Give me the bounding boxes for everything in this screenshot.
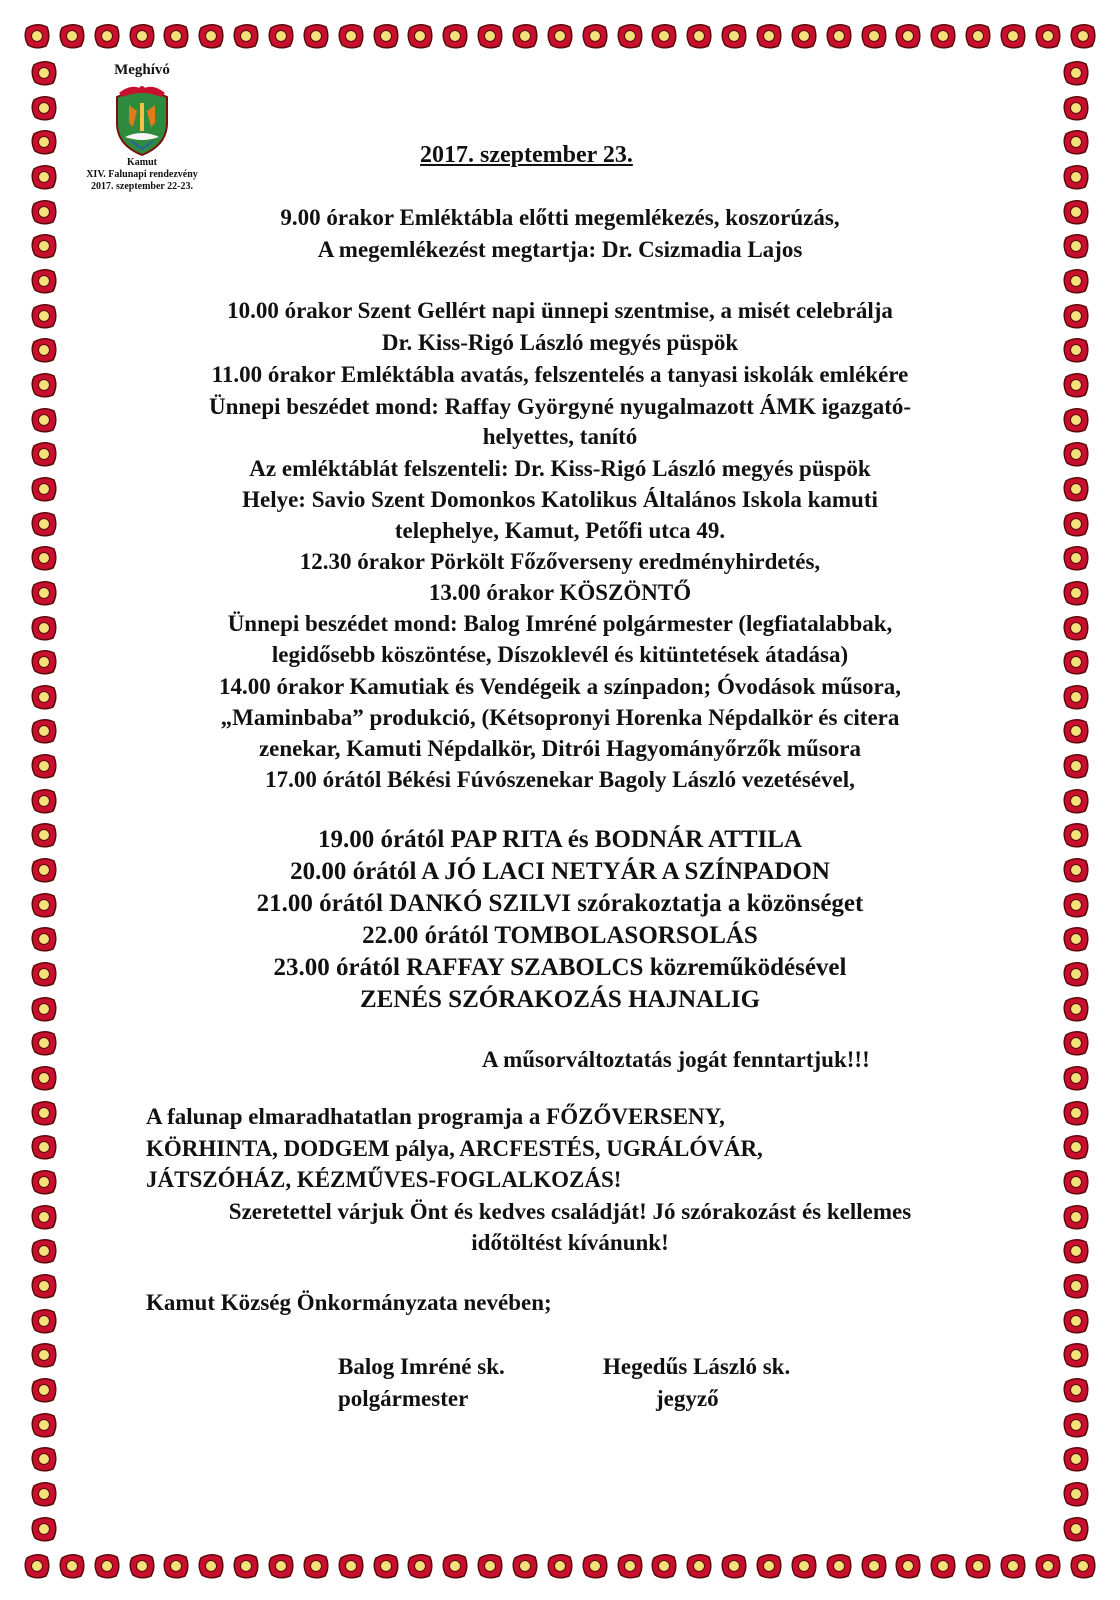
flower-icon: [1061, 370, 1091, 400]
flower-icon: [29, 959, 59, 989]
signoff: Kamut Község Önkormányzata nevében;: [146, 1290, 552, 1315]
flower-icon: [928, 1551, 958, 1581]
flower-icon: [1061, 994, 1091, 1024]
flower-icon: [29, 543, 59, 573]
flower-icon: [371, 21, 401, 51]
village-name: Kamut: [127, 157, 157, 168]
border-bottom: [22, 1544, 1098, 1588]
flower-icon: [127, 21, 157, 51]
flower-icon: [963, 1551, 993, 1581]
flower-icon: [928, 21, 958, 51]
signature-title: jegyző: [656, 1386, 719, 1411]
flower-icon: [789, 1551, 819, 1581]
flower-icon: [440, 1551, 470, 1581]
program-line: Az emléktáblát felszenteli: Dr. Kiss-Rigó László megyés püspök: [249, 456, 871, 481]
program-line: A megemlékezést megtartja: Dr. Csizmadia Lajos: [317, 237, 803, 262]
flower-icon: [1061, 405, 1091, 435]
flower-icon: [1061, 439, 1091, 469]
flower-icon: [29, 1375, 59, 1405]
flower-icon: [1061, 578, 1091, 608]
flower-icon: [29, 301, 59, 331]
program-line: Helye: Savio Szent Domonkos Katolikus Általános Iskola kamuti: [242, 487, 878, 512]
flower-icon: [1061, 959, 1091, 989]
flower-icon: [1061, 1028, 1091, 1058]
flower-icon: [1061, 474, 1091, 504]
flower-icon: [301, 1551, 331, 1581]
program-line: zenekar, Kamuti Népdalkör, Ditrói Hagyományőrzők műsora: [258, 736, 862, 761]
closing-line: JÁTSZÓHÁZ, KÉZMŰVES-FOGLALKOZÁS!: [146, 1167, 622, 1192]
flower-icon: [29, 1306, 59, 1336]
flower-icon: [1061, 1132, 1091, 1162]
flower-icon: [1061, 58, 1091, 88]
flower-icon: [22, 1551, 52, 1581]
flower-icon: [1061, 509, 1091, 539]
flower-icon: [196, 21, 226, 51]
flower-icon: [161, 1551, 191, 1581]
flower-icon: [29, 93, 59, 123]
flower-icon: [231, 1551, 261, 1581]
flower-icon: [301, 21, 331, 51]
flower-icon: [29, 231, 59, 261]
flower-icon: [29, 1444, 59, 1474]
flower-icon: [615, 21, 645, 51]
flower-icon: [1061, 1340, 1091, 1370]
flower-icon: [580, 1551, 610, 1581]
flower-icon: [92, 1551, 122, 1581]
program-line: Dr. Kiss-Rigó László megyés püspök: [381, 330, 739, 355]
flower-icon: [1061, 716, 1091, 746]
flower-icon: [371, 1551, 401, 1581]
flower-icon: [1061, 751, 1091, 781]
flower-icon: [29, 1479, 59, 1509]
flower-icon: [1061, 924, 1091, 954]
flower-icon: [161, 21, 191, 51]
flower-icon: [1061, 1063, 1091, 1093]
flower-icon: [29, 127, 59, 157]
program-line: telephelye, Kamut, Petőfi utca 49.: [394, 518, 726, 543]
flower-icon: [1061, 197, 1091, 227]
flower-icon: [29, 786, 59, 816]
flower-icon: [29, 370, 59, 400]
flower-icon: [1061, 1202, 1091, 1232]
flower-icon: [336, 1551, 366, 1581]
border-right: [1054, 58, 1098, 1544]
flower-icon: [475, 21, 505, 51]
flower-icon: [29, 509, 59, 539]
flower-icon: [1061, 855, 1091, 885]
program-line: 17.00 órától Békési Fúvószenekar Bagoly László vezetésével,: [265, 767, 855, 792]
closing-line: KÖRHINTA, DODGEM pálya, ARCFESTÉS, UGRÁLÓVÁR,: [146, 1136, 763, 1161]
closing-line: A falunap elmaradhatatlan programja a FŐZŐVERSENY,: [146, 1104, 725, 1129]
change-notice: A műsorváltoztatás jogát fenntartjuk!!!: [482, 1047, 870, 1072]
flower-icon: [998, 1551, 1028, 1581]
flower-icon: [1061, 266, 1091, 296]
flower-icon: [29, 1236, 59, 1266]
flower-icon: [1061, 127, 1091, 157]
flower-icon: [29, 820, 59, 850]
evening-line: 19.00 órától PAP RITA és BODNÁR ATTILA: [317, 826, 803, 853]
flower-icon: [510, 21, 540, 51]
border-top: [22, 14, 1098, 58]
flower-icon: [29, 439, 59, 469]
program-line: 9.00 órakor Emléktábla előtti megemlékezés, koszorúzás,: [280, 205, 840, 230]
flower-icon: [510, 1551, 540, 1581]
flower-icon: [545, 21, 575, 51]
flower-icon: [1061, 786, 1091, 816]
program-line: „Maminbaba” produkció, (Kétsopronyi Horenka Népdalkör és citera: [220, 705, 900, 730]
evening-line: 20.00 órától A JÓ LACI NETYÁR A SZÍNPADON: [290, 858, 830, 885]
flower-icon: [545, 1551, 575, 1581]
flower-icon: [1061, 647, 1091, 677]
flower-icon: [29, 335, 59, 365]
flower-icon: [475, 1551, 505, 1581]
flower-icon: [29, 1063, 59, 1093]
flower-icon: [1061, 231, 1091, 261]
flower-icon: [1061, 1306, 1091, 1336]
flower-icon: [266, 1551, 296, 1581]
evening-line: 21.00 órától DANKÓ SZILVI szórakoztatja a közönséget: [256, 890, 864, 917]
flower-icon: [29, 716, 59, 746]
flower-icon: [196, 1551, 226, 1581]
flower-icon: [405, 1551, 435, 1581]
flower-icon: [29, 1028, 59, 1058]
flower-icon: [405, 21, 435, 51]
flower-icon: [1061, 93, 1091, 123]
flower-icon: [719, 21, 749, 51]
flower-icon: [1033, 1551, 1063, 1581]
flower-icon: [649, 1551, 679, 1581]
flower-icon: [893, 21, 923, 51]
flower-icon: [1061, 682, 1091, 712]
flower-icon: [859, 1551, 889, 1581]
flower-icon: [684, 21, 714, 51]
flower-icon: [29, 474, 59, 504]
flower-icon: [29, 578, 59, 608]
program-line: 10.00 órakor Szent Gellért napi ünnepi szentmise, a misét celebrálja: [227, 298, 893, 323]
flower-icon: [1061, 820, 1091, 850]
flower-icon: [231, 21, 261, 51]
signature-name: Hegedűs László sk.: [603, 1354, 791, 1379]
flower-icon: [1061, 1444, 1091, 1474]
program-line: 14.00 órakor Kamutiak és Vendégeik a színpadon; Óvodások műsora,: [218, 674, 901, 699]
flower-icon: [29, 924, 59, 954]
flower-icon: [266, 21, 296, 51]
evening-line: ZENÉS SZÓRAKOZÁS HAJNALIG: [359, 986, 761, 1013]
flower-icon: [1033, 21, 1063, 51]
flower-icon: [789, 21, 819, 51]
flower-icon: [1061, 890, 1091, 920]
flower-icon: [29, 1167, 59, 1197]
flower-icon: [29, 682, 59, 712]
program-line: 12.30 órakor Pörkölt Főzőverseny eredményhirdetés,: [299, 549, 821, 574]
signature-title: polgármester: [338, 1386, 469, 1411]
date-heading: 2017. szeptember 23.: [420, 142, 633, 168]
flower-icon: [29, 405, 59, 435]
flower-icon: [29, 1340, 59, 1370]
flower-icon: [1061, 1098, 1091, 1128]
flower-icon: [754, 21, 784, 51]
flower-icon: [1061, 1410, 1091, 1440]
flower-icon: [1068, 1551, 1098, 1581]
flower-icon: [1061, 301, 1091, 331]
flower-icon: [824, 21, 854, 51]
flower-icon: [615, 1551, 645, 1581]
flower-icon: [29, 1098, 59, 1128]
flower-icon: [580, 21, 610, 51]
flower-icon: [29, 890, 59, 920]
closing-line: Szeretettel várjuk Önt és kedves családját! Jó szórakozást és kellemes: [228, 1199, 912, 1224]
flower-icon: [29, 1514, 59, 1544]
flower-icon: [29, 58, 59, 88]
flower-icon: [29, 1202, 59, 1232]
flower-icon: [963, 21, 993, 51]
program-line: helyettes, tanító: [482, 424, 638, 449]
evening-line: 23.00 órától RAFFAY SZABOLCS közreműködésével: [273, 954, 847, 981]
flower-icon: [1061, 1514, 1091, 1544]
flower-icon: [998, 21, 1028, 51]
flower-icon: [1061, 1167, 1091, 1197]
flower-icon: [440, 21, 470, 51]
signature-name: Balog Imréné sk.: [338, 1354, 505, 1379]
flower-icon: [92, 21, 122, 51]
flower-icon: [29, 613, 59, 643]
flower-icon: [29, 855, 59, 885]
flower-icon: [1061, 1479, 1091, 1509]
program-line: 11.00 órakor Emléktábla avatás, felszentelés a tanyasi iskolák emlékére: [211, 362, 909, 387]
border-left: [22, 58, 66, 1544]
flower-icon: [1061, 1271, 1091, 1301]
flower-icon: [29, 266, 59, 296]
flower-icon: [127, 1551, 157, 1581]
flower-icon: [29, 1132, 59, 1162]
flower-icon: [893, 1551, 923, 1581]
flower-icon: [57, 1551, 87, 1581]
header-block: [72, 62, 212, 193]
event-name: XIV. Falunapi rendezvény: [86, 169, 198, 180]
program-line: legidősebb köszöntése, Díszoklevél és kitüntetések átadása): [271, 642, 849, 667]
program-line: Ünnepi beszédet mond: Balog Imréné polgármester (legfiatalabbak,: [227, 611, 893, 636]
flower-icon: [336, 21, 366, 51]
event-dates: 2017. szeptember 22-23.: [90, 181, 194, 192]
flower-icon: [754, 1551, 784, 1581]
flower-icon: [29, 1410, 59, 1440]
program-line: Ünnepi beszédet mond: Raffay Györgyné nyugalmazott ÁMK igazgató-: [208, 394, 912, 419]
flower-icon: [1061, 543, 1091, 573]
flower-icon: [22, 21, 52, 51]
flower-icon: [29, 162, 59, 192]
evening-line: 22.00 órától TOMBOLASORSOLÁS: [362, 922, 758, 949]
flower-icon: [29, 197, 59, 227]
flower-icon: [1061, 335, 1091, 365]
flower-icon: [1061, 162, 1091, 192]
flower-icon: [859, 21, 889, 51]
flower-icon: [824, 1551, 854, 1581]
flower-icon: [29, 647, 59, 677]
program-line: 13.00 órakor KÖSZÖNTŐ: [428, 580, 692, 605]
invitation-title: Meghívó: [114, 62, 170, 78]
closing-line: időtöltést kívánunk!: [471, 1230, 669, 1255]
flower-icon: [1061, 1236, 1091, 1266]
flower-icon: [57, 21, 87, 51]
flower-icon: [29, 751, 59, 781]
flower-icon: [29, 1271, 59, 1301]
flower-icon: [29, 994, 59, 1024]
flower-icon: [719, 1551, 749, 1581]
flower-icon: [684, 1551, 714, 1581]
coat-of-arms-icon: [111, 83, 173, 157]
flower-icon: [1061, 1375, 1091, 1405]
flower-icon: [649, 21, 679, 51]
flower-icon: [1061, 613, 1091, 643]
flower-icon: [1068, 21, 1098, 51]
